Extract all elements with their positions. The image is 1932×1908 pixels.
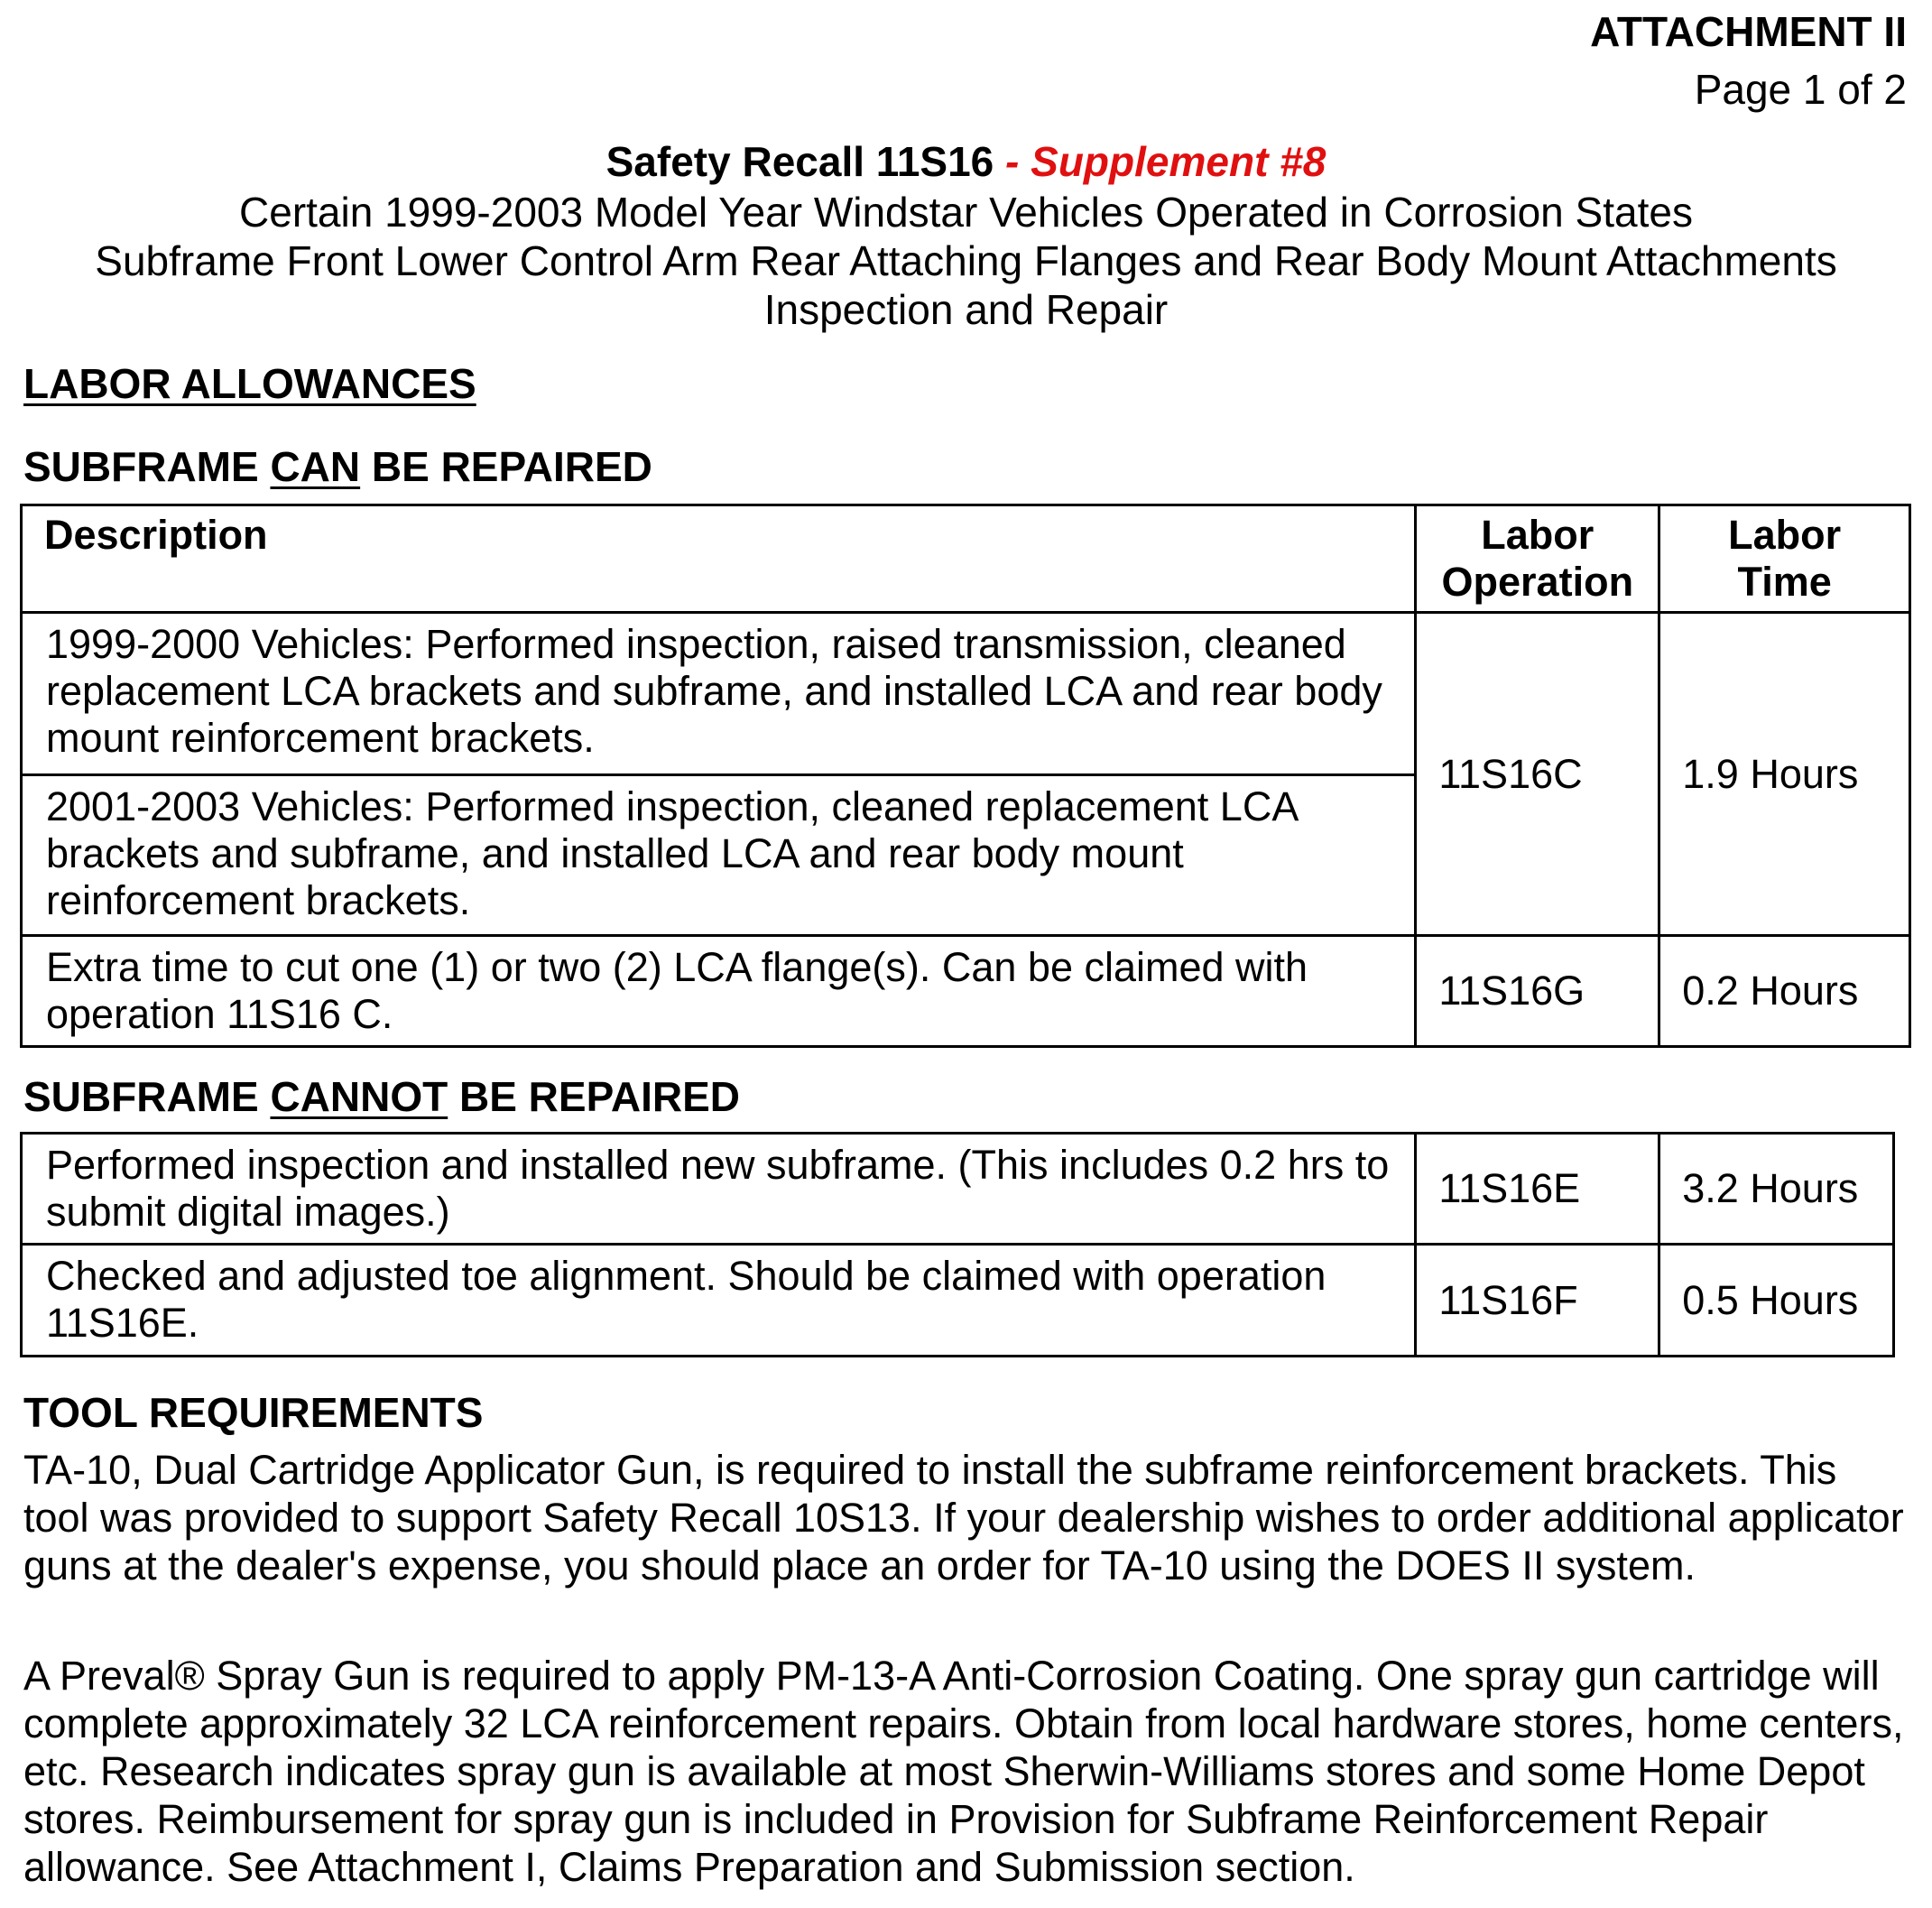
- can-heading-post: BE REPAIRED: [360, 443, 652, 490]
- row-description: Performed inspection and installed new subframe. (This includes 0.2 hrs to submit digital images.): [22, 1134, 1416, 1245]
- tool-requirements-heading: TOOL REQUIREMENTS: [23, 1389, 484, 1436]
- cannot-heading-pre: SUBFRAME: [23, 1073, 271, 1120]
- recall-number: Safety Recall 11S16: [605, 138, 994, 185]
- row-operation: 11S16E: [1416, 1134, 1659, 1245]
- cannot-repair-table: [20, 1132, 1895, 1357]
- table-row: [22, 613, 1910, 775]
- table-header-row: [22, 505, 1910, 613]
- column-header-description: Description: [22, 505, 1416, 613]
- labor-operation-line1: Labor: [1481, 512, 1595, 558]
- table-row: [22, 936, 1910, 1047]
- can-heading-pre: SUBFRAME: [23, 443, 271, 490]
- row-time: 3.2 Hours: [1659, 1134, 1894, 1245]
- title-block: [0, 135, 1932, 334]
- title-vehicles: Certain 1999-2003 Model Year Windstar Vehicles Operated in Corrosion States: [239, 189, 1693, 236]
- table-row: [22, 1245, 1894, 1357]
- cannot-repair-heading: [23, 1072, 740, 1121]
- page-number: Page 1 of 2: [1694, 66, 1907, 113]
- title-component: Subframe Front Lower Control Arm Rear Attaching Flanges and Rear Body Mount Attachments: [95, 237, 1837, 284]
- attachment-label: ATTACHMENT II: [1590, 8, 1907, 55]
- row-operation: 11S16F: [1416, 1245, 1659, 1357]
- row-time: 0.2 Hours: [1659, 936, 1910, 1047]
- labor-operation-line2: Operation: [1441, 559, 1634, 605]
- row-description: Extra time to cut one (1) or two (2) LCA flange(s). Can be claimed with operation 11S16 C.: [22, 936, 1416, 1047]
- labor-time-line2: Time: [1737, 559, 1832, 605]
- row-time: 1.9 Hours: [1659, 613, 1910, 936]
- cannot-heading-emph: CANNOT: [270, 1073, 448, 1120]
- supplement-label: Supplement #8: [1031, 138, 1327, 185]
- tool-paragraph-2: A Preval® Spray Gun is required to apply PM-13-A Anti-Corrosion Coating. One spray gun cartridge will complete approximately 32 LCA reinforcement repairs. Obtain from local hardware stores, home centers, etc. Research indicates spray gun is available at most Sherwin-Williams stores and some Home Depot stores. Reimbursement for spray gun is included in Provision for Subframe Reinforcement Repair allowance. See Attachment I, Claims Preparation and Submission section.: [23, 1653, 1904, 1890]
- column-header-labor-operation: [1416, 505, 1659, 613]
- tool-paragraph-1: TA-10, Dual Cartridge Applicator Gun, is required to install the subframe reinforcement brackets. This tool was provided to support Safety Recall 10S13. If your dealership wishes to order additional applicator guns at the dealer's expense, you should place an order for TA-10 using the DOES II system.: [23, 1447, 1904, 1588]
- cannot-heading-post: BE REPAIRED: [448, 1073, 740, 1120]
- recall-title: [0, 135, 1932, 188]
- column-header-labor-time: [1659, 505, 1910, 613]
- row-time: 0.5 Hours: [1659, 1245, 1894, 1357]
- title-dash: -: [994, 138, 1031, 185]
- labor-time-line1: Labor: [1728, 512, 1842, 558]
- row-operation: 11S16G: [1416, 936, 1659, 1047]
- table-row: [22, 1134, 1894, 1245]
- row-description: 1999-2000 Vehicles: Performed inspection, raised transmission, cleaned replacement LCA brackets and subframe, and installed LCA and rear body mount reinforcement brackets.: [22, 613, 1416, 775]
- labor-allowances-heading: LABOR ALLOWANCES: [23, 360, 476, 407]
- row-description: 2001-2003 Vehicles: Performed inspection, cleaned replacement LCA brackets and subframe, and installed LCA and rear body mount reinforcement brackets.: [22, 775, 1416, 936]
- row-operation: 11S16C: [1416, 613, 1659, 936]
- title-action: Inspection and Repair: [763, 286, 1169, 333]
- can-heading-emph: CAN: [270, 443, 361, 490]
- can-repair-heading: [23, 442, 652, 491]
- row-description: Checked and adjusted toe alignment. Should be claimed with operation 11S16E.: [22, 1245, 1416, 1357]
- can-repair-table: [20, 504, 1911, 1048]
